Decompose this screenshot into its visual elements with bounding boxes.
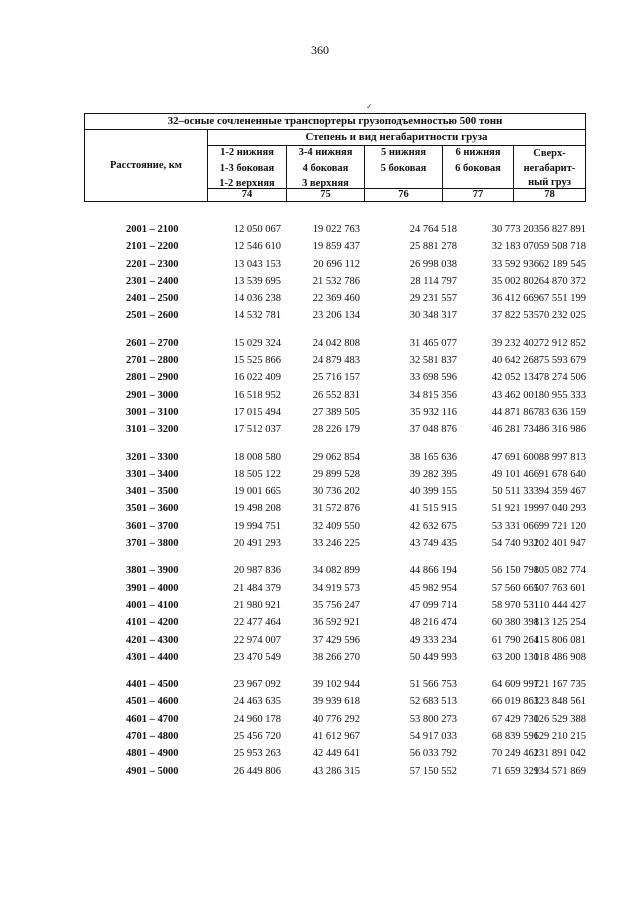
- cell-value: 17 015 494: [233, 406, 281, 418]
- table-row: [0, 562, 640, 579]
- table-row: [0, 307, 640, 324]
- table-row: [0, 404, 640, 421]
- cell-value: 56 827 891: [538, 224, 586, 235]
- cell-value: 23 967 092: [233, 679, 281, 691]
- cell-value: 18 008 580: [233, 451, 281, 463]
- cell-value: 19 001 665: [233, 486, 281, 498]
- cell-value: 33 698 596: [409, 372, 457, 384]
- table-row: [0, 449, 640, 466]
- cell-value: 42 449 641: [312, 748, 360, 760]
- distance-range: 4401 – 4500: [126, 679, 179, 691]
- distance-range: 2401 – 2500: [126, 293, 179, 305]
- column-number-77: 77: [472, 189, 484, 200]
- cell-value: 58 970 531: [491, 599, 539, 611]
- cell-value: 91 678 640: [538, 468, 586, 480]
- cell-value: 123 848 561: [533, 696, 586, 708]
- cell-value: 59 508 718: [538, 241, 586, 253]
- cell-value: 21 484 379: [233, 582, 281, 594]
- cell-value: 24 042 808: [312, 337, 360, 349]
- cell-value: 39 102 944: [312, 679, 360, 691]
- cell-value: 41 612 967: [312, 731, 360, 743]
- distance-range: 4701 – 4800: [126, 731, 179, 743]
- cell-value: 129 210 215: [533, 731, 586, 743]
- cell-value: 24 960 178: [233, 713, 281, 725]
- cell-value: 24 463 635: [233, 696, 281, 708]
- cell-value: 61 790 264: [491, 634, 539, 646]
- cell-value: 38 165 636: [409, 451, 457, 463]
- cell-value: 14 532 781: [233, 310, 281, 322]
- column-number-78: 78: [544, 189, 555, 200]
- cell-value: 110 444 427: [533, 599, 586, 611]
- cell-value: 51 566 753: [409, 679, 457, 691]
- cell-value: 83 636 159: [538, 406, 586, 418]
- cell-value: 15 525 866: [233, 355, 281, 367]
- cell-value: 40 642 268: [491, 355, 539, 367]
- distance-range: 2901 – 3000: [126, 389, 179, 401]
- column-number-76: 76: [398, 189, 409, 200]
- cell-value: 44 871 867: [491, 406, 539, 418]
- cell-value: 121 167 735: [533, 679, 586, 691]
- cell-value: 53 800 273: [409, 713, 457, 725]
- column-76-header: 5 нижняя 5 боковая: [380, 147, 427, 174]
- cell-value: 57 560 665: [491, 582, 539, 594]
- cell-value: 42 632 675: [409, 520, 457, 532]
- cell-value: 62 189 545: [538, 258, 586, 270]
- cell-value: 17 512 037: [233, 424, 281, 436]
- table-row: [0, 649, 640, 666]
- row-group: [0, 221, 640, 325]
- distance-header: Расстояние, км: [110, 160, 182, 171]
- column-number-75: 75: [320, 189, 331, 200]
- table-row: [0, 387, 640, 404]
- cell-value: 34 919 573: [312, 582, 360, 594]
- column-77-header: 6 нижняя 6 боковая: [455, 147, 501, 174]
- cell-value: 50 449 993: [409, 651, 457, 663]
- cell-value: 49 101 466: [491, 468, 539, 480]
- cell-value: 32 183 070: [491, 241, 539, 253]
- cell-value: 32 581 837: [409, 355, 457, 367]
- cell-value: 64 870 372: [538, 275, 586, 287]
- cell-value: 28 114 797: [410, 275, 457, 287]
- cell-value: 19 994 751: [233, 520, 281, 532]
- table-row: [0, 693, 640, 710]
- distance-range: 4301 – 4400: [126, 651, 179, 663]
- table-row: [0, 728, 640, 745]
- cell-value: 54 740 932: [491, 538, 539, 550]
- cell-value: 56 150 798: [491, 565, 539, 577]
- cell-value: 115 806 081: [533, 634, 586, 646]
- cell-value: 51 921 199: [491, 503, 539, 515]
- cell-value: 30 773 203: [491, 224, 539, 235]
- distance-range: 4101 – 4200: [126, 617, 179, 629]
- cell-value: 23 470 549: [233, 651, 281, 663]
- cell-value: 14 036 238: [233, 293, 281, 305]
- table-body: [0, 221, 640, 790]
- cell-value: 86 316 986: [538, 424, 586, 436]
- cell-value: 15 029 324: [233, 337, 281, 349]
- cell-value: 21 980 921: [233, 599, 281, 611]
- table-row: [0, 614, 640, 631]
- distance-range: 3401 – 3500: [126, 486, 179, 498]
- cell-value: 43 462 001: [491, 389, 539, 401]
- cell-value: 134 571 869: [533, 765, 586, 777]
- distance-range: 4501 – 4600: [126, 696, 179, 708]
- cell-value: 31 465 077: [409, 337, 457, 349]
- cell-value: 43 749 435: [409, 538, 457, 550]
- cell-value: 107 763 601: [533, 582, 586, 594]
- column-78-header: Сверх- негабарит- ный груз: [523, 148, 576, 188]
- cell-value: 97 040 293: [538, 503, 586, 515]
- cell-value: 45 982 954: [409, 582, 457, 594]
- distance-range: 3701 – 3800: [126, 538, 179, 550]
- cell-value: 80 955 333: [538, 389, 586, 401]
- distance-range: 3201 – 3300: [126, 451, 179, 463]
- cell-value: 70 232 025: [538, 310, 586, 322]
- cell-value: 42 052 134: [491, 372, 539, 384]
- cell-value: 46 281 734: [491, 424, 539, 436]
- cell-value: 32 409 550: [312, 520, 360, 532]
- cell-value: 72 912 852: [538, 337, 586, 349]
- cell-value: 37 429 596: [312, 634, 360, 646]
- cell-value: 12 546 610: [233, 241, 281, 253]
- distance-range: 3101 – 3200: [126, 424, 179, 436]
- cell-value: 49 333 234: [409, 634, 457, 646]
- table-row: [0, 369, 640, 386]
- cell-value: 35 756 247: [312, 599, 360, 611]
- table-row: [0, 335, 640, 352]
- check-mark: ✓: [366, 102, 373, 111]
- cell-value: 13 043 153: [233, 258, 281, 270]
- cell-value: 88 997 813: [538, 451, 586, 463]
- distance-range: 2801 – 2900: [126, 372, 179, 384]
- distance-range: 2701 – 2800: [126, 355, 179, 367]
- cell-value: 24 764 518: [409, 224, 457, 235]
- cell-value: 43 286 315: [312, 765, 360, 777]
- cell-value: 35 932 116: [410, 406, 457, 418]
- cell-value: 44 866 194: [409, 565, 457, 577]
- cell-value: 66 019 863: [491, 696, 539, 708]
- distance-range: 4801 – 4900: [126, 748, 179, 760]
- distance-range: 2301 – 2400: [126, 275, 179, 287]
- cell-value: 37 048 876: [409, 424, 457, 436]
- cell-value: 35 002 802: [491, 275, 539, 287]
- cell-value: 60 380 398: [491, 617, 539, 629]
- cell-value: 118 486 908: [533, 651, 586, 663]
- table-row: [0, 466, 640, 483]
- table-header: [84, 113, 586, 202]
- table-row: [0, 763, 640, 780]
- distance-range: 3801 – 3900: [126, 565, 179, 577]
- cell-value: 36 412 669: [491, 293, 539, 305]
- cell-value: 20 491 293: [233, 538, 281, 550]
- cell-value: 67 551 199: [538, 293, 586, 305]
- table-row: [0, 580, 640, 597]
- cell-value: 52 683 513: [409, 696, 457, 708]
- page-number: 360: [311, 43, 329, 57]
- cell-value: 16 022 409: [233, 372, 281, 384]
- cell-value: 21 532 786: [312, 275, 360, 287]
- cell-value: 25 953 263: [233, 748, 281, 760]
- cell-value: 47 691 600: [491, 451, 539, 463]
- table-row: [0, 290, 640, 307]
- column-75-header: 3-4 нижняя 4 боковая 3 верхняя: [298, 147, 353, 189]
- distance-range: 3001 – 3100: [126, 406, 179, 418]
- cell-value: 105 082 774: [533, 565, 586, 577]
- table-row: [0, 676, 640, 693]
- column-number-74: 74: [241, 189, 253, 200]
- cell-value: 27 389 505: [312, 406, 360, 418]
- distance-range: 4201 – 4300: [126, 634, 179, 646]
- cell-value: 78 274 506: [538, 372, 586, 384]
- cell-value: 29 899 528: [312, 468, 360, 480]
- cell-value: 64 609 997: [491, 679, 539, 691]
- cell-value: 24 879 483: [312, 355, 360, 367]
- table-row: [0, 711, 640, 728]
- distance-range: 2501 – 2600: [126, 310, 179, 322]
- row-group: [0, 335, 640, 439]
- table-row: [0, 597, 640, 614]
- distance-range: 2201 – 2300: [126, 258, 179, 270]
- cell-value: 40 399 155: [409, 486, 457, 498]
- column-74-header: 1-2 нижняя 1-3 боковая 1-2 верхняя: [219, 147, 275, 189]
- cell-value: 39 939 618: [312, 696, 360, 708]
- cell-value: 30 736 202: [312, 486, 360, 498]
- cell-value: 30 348 317: [409, 310, 457, 322]
- cell-value: 131 891 042: [533, 748, 586, 760]
- row-group: [0, 562, 640, 666]
- cell-value: 39 232 402: [491, 337, 539, 349]
- cell-value: 99 721 120: [538, 520, 586, 532]
- distance-range: 3501 – 3600: [126, 503, 179, 515]
- cell-value: 25 456 720: [233, 731, 281, 743]
- cell-value: 23 206 134: [312, 310, 360, 322]
- distance-range: 3301 – 3400: [126, 468, 179, 480]
- cell-value: 22 477 464: [233, 617, 281, 629]
- cell-value: 25 716 157: [312, 372, 360, 384]
- cell-value: 126 529 388: [533, 713, 586, 725]
- cell-value: 47 099 714: [409, 599, 457, 611]
- cell-value: 37 822 535: [491, 310, 539, 322]
- cell-value: 48 216 474: [409, 617, 457, 629]
- cell-value: 33 592 936: [491, 258, 539, 270]
- table-row: [0, 421, 640, 438]
- cell-value: 31 572 876: [312, 503, 360, 515]
- table-row: [0, 352, 640, 369]
- cell-value: 56 033 792: [409, 748, 457, 760]
- cell-value: 16 518 952: [233, 389, 281, 401]
- cell-value: 36 592 921: [312, 617, 360, 629]
- cell-value: 20 696 112: [313, 258, 360, 270]
- cell-value: 113 125 254: [533, 617, 586, 629]
- cell-value: 63 200 130: [491, 651, 539, 663]
- cell-value: 53 331 066: [491, 520, 539, 532]
- cell-value: 26 998 038: [409, 258, 457, 270]
- table-row: [0, 256, 640, 273]
- cell-value: 40 776 292: [312, 713, 360, 725]
- cell-value: 29 062 854: [312, 451, 360, 463]
- cell-value: 13 539 695: [233, 275, 281, 287]
- cell-value: 26 552 831: [312, 389, 360, 401]
- cell-value: 19 859 437: [312, 241, 360, 253]
- cell-value: 39 282 395: [409, 468, 457, 480]
- cell-value: 50 511 333: [492, 486, 539, 498]
- cell-value: 71 659 329: [491, 765, 539, 777]
- table-row: [0, 535, 640, 552]
- cell-value: 34 082 899: [312, 565, 360, 577]
- cell-value: 19 498 208: [233, 503, 281, 515]
- table-row: [0, 518, 640, 535]
- cell-value: 20 987 836: [233, 565, 281, 577]
- cell-value: 54 917 033: [409, 731, 457, 743]
- cell-value: 29 231 557: [409, 293, 457, 305]
- distance-range: 3601 – 3700: [126, 520, 179, 532]
- cell-value: 12 050 067: [233, 224, 281, 235]
- cell-value: 68 839 596: [491, 731, 539, 743]
- distance-range: 4001 – 4100: [126, 599, 179, 611]
- cell-value: 22 369 460: [312, 293, 360, 305]
- group-header: Степень и вид негабаритности груза: [305, 131, 488, 143]
- cell-value: 28 226 179: [312, 424, 360, 436]
- distance-range: 3901 – 4000: [126, 582, 179, 594]
- table-row: [0, 238, 640, 255]
- cell-value: 33 246 225: [312, 538, 360, 550]
- cell-value: 57 150 552: [409, 765, 457, 777]
- cell-value: 25 881 278: [409, 241, 457, 253]
- cell-value: 26 449 806: [233, 765, 281, 777]
- cell-value: 19 022 763: [312, 224, 360, 235]
- row-group: [0, 676, 640, 780]
- cell-value: 67 429 730: [491, 713, 539, 725]
- cell-value: 41 515 915: [409, 503, 457, 515]
- distance-range: 2001 – 2100: [126, 224, 179, 235]
- table-row: [0, 500, 640, 517]
- table-row: [0, 221, 640, 238]
- cell-value: 70 249 462: [491, 748, 539, 760]
- distance-range: 4901 – 5000: [126, 765, 179, 777]
- table-row: [0, 745, 640, 762]
- cell-value: 38 266 270: [312, 651, 360, 663]
- cell-value: 94 359 467: [538, 486, 586, 498]
- cell-value: 102 401 947: [533, 538, 586, 550]
- cell-value: 18 505 122: [233, 468, 281, 480]
- cell-value: 75 593 679: [538, 355, 586, 367]
- distance-range: 4601 – 4700: [126, 713, 179, 725]
- distance-range: 2601 – 2700: [126, 337, 179, 349]
- cell-value: 22 974 007: [233, 634, 281, 646]
- table-row: [0, 632, 640, 649]
- table-row: [0, 273, 640, 290]
- row-group: [0, 449, 640, 553]
- table-row: [0, 483, 640, 500]
- distance-range: 2101 – 2200: [126, 241, 179, 253]
- cell-value: 34 815 356: [409, 389, 457, 401]
- table-title: 32–осные сочлененные транспортеры грузоподъемностью 500 тонн: [167, 115, 503, 127]
